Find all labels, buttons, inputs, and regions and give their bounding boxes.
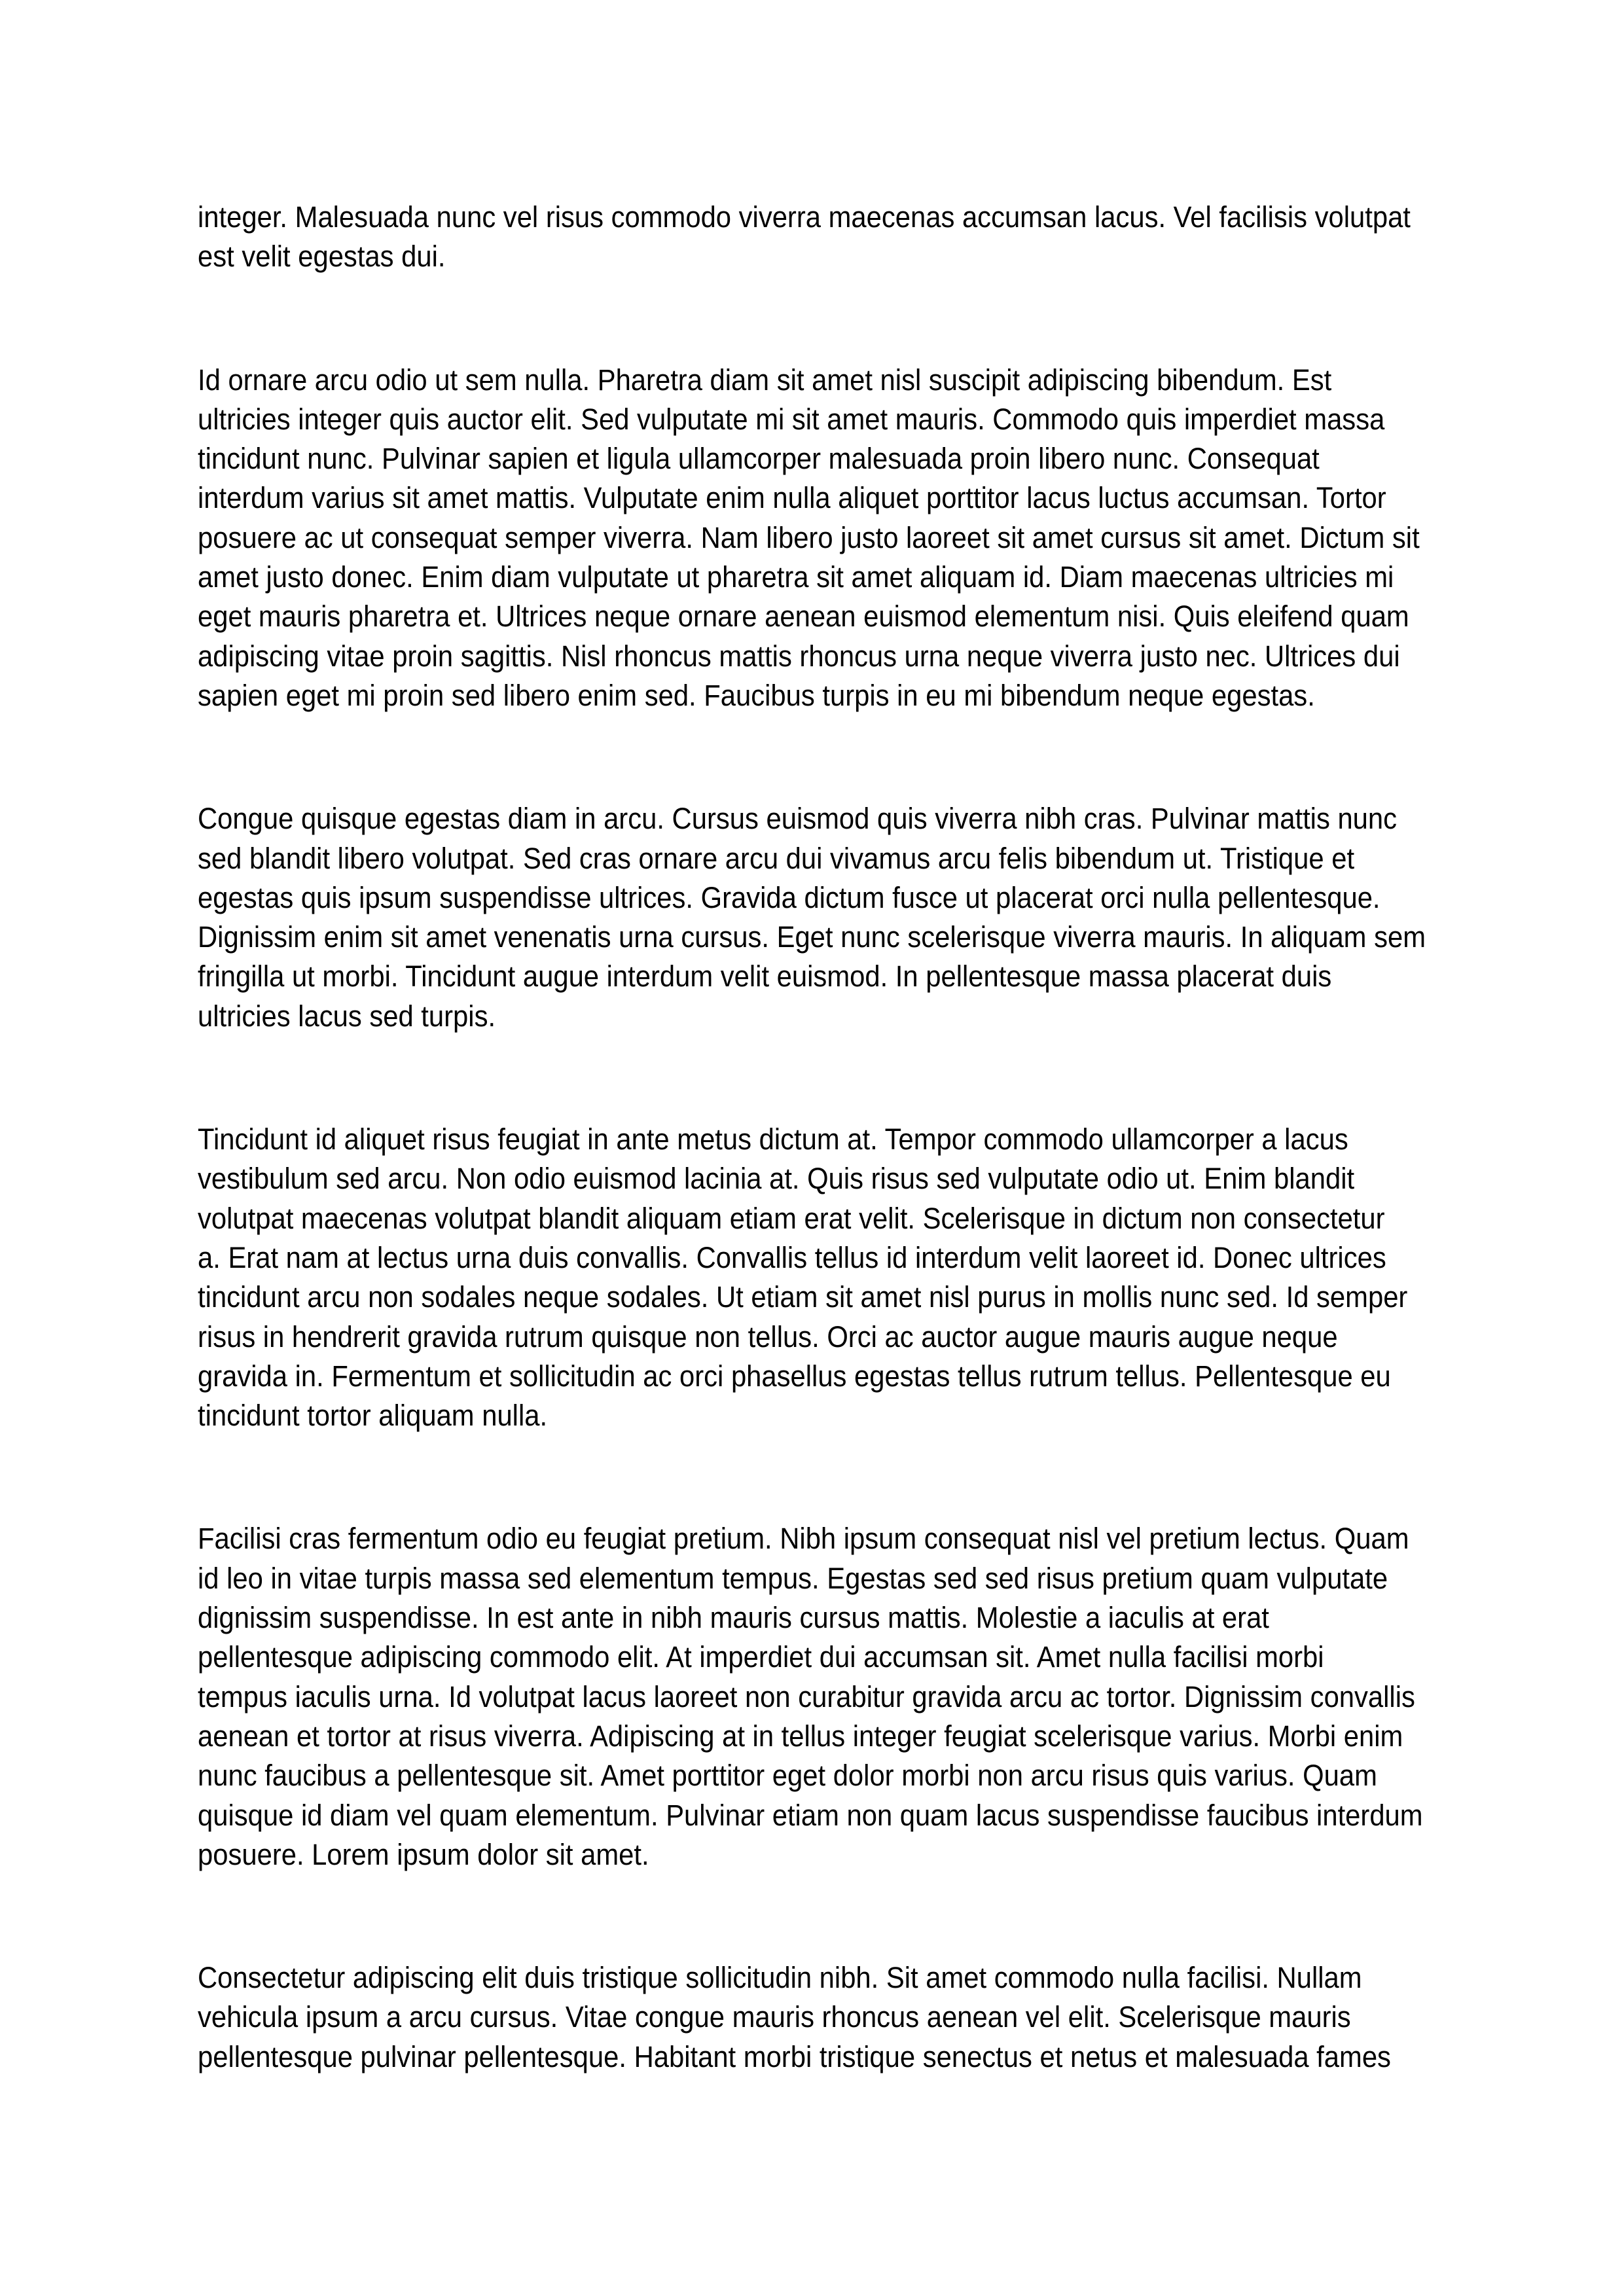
text-line: amet justo donec. Enim diam vulputate ut pharetra sit amet aliquam id. Diam maecenas ultricies mi [198,560,1394,594]
text-line: fringilla ut morbi. Tincidunt augue interdum velit euismod. In pellentesque massa placerat duis [198,960,1332,994]
text-line: est velit egestas dui. [198,240,446,274]
text-line: tincidunt nunc. Pulvinar sapien et ligula ullamcorper malesuada proin libero nunc. Consequat [198,442,1320,476]
text-line: eget mauris pharetra et. Ultrices neque ornare aenean euismod elementum nisi. Quis eleifend quam [198,600,1409,634]
text-line: Tincidunt id aliquet risus feugiat in ante metus dictum at. Tempor commodo ullamcorper a lacus [198,1122,1348,1157]
document-body [198,198,1428,2161]
text-line: ultricies integer quis auctor elit. Sed vulputate mi sit amet mauris. Commodo quis imperdiet massa [198,402,1385,436]
text-line: dignissim suspendisse. In est ante in nibh mauris cursus mattis. Molestie a iaculis at erat [198,1601,1269,1635]
text-line: adipiscing vitae proin sagittis. Nisl rhoncus mattis rhoncus urna neque viverra justo nec. Ultrices dui [198,639,1400,673]
text-line: vehicula ipsum a arcu cursus. Vitae congue mauris rhoncus aenean vel elit. Scelerisque mauris [198,2000,1351,2034]
text-line: a. Erat nam at lectus urna duis convallis. Convallis tellus id interdum velit laoreet id. Donec ultrices [198,1240,1386,1274]
text-line: posuere. Lorem ipsum dolor sit amet. [198,1837,649,1871]
paragraph [198,198,1428,277]
paragraph [198,1519,1428,1874]
text-line: volutpat maecenas volutpat blandit aliquam etiam erat velit. Scelerisque in dictum non consectetur [198,1201,1385,1235]
text-line: Consectetur adipiscing elit duis tristique sollicitudin nibh. Sit amet commodo nulla facilisi. Nullam [198,1961,1362,1995]
text-line: Dignissim enim sit amet venenatis urna cursus. Eget nunc scelerisque viverra mauris. In aliquam sem [198,920,1426,954]
text-line: integer. Malesuada nunc vel risus commodo viverra maecenas accumsan lacus. Vel facilisis volutpat [198,200,1411,234]
text-line: posuere ac ut consequat semper viverra. Nam libero justo laoreet sit amet cursus sit amet. Dictum sit [198,520,1420,554]
text-line: ultricies lacus sed turpis. [198,999,496,1033]
text-line: nunc faucibus a pellentesque sit. Amet porttitor eget dolor morbi non arcu risus quis varius. Quam [198,1759,1377,1793]
text-line: quisque id diam vel quam elementum. Pulvinar etiam non quam lacus suspendisse faucibus interdum [198,1798,1423,1832]
text-line: egestas quis ipsum suspendisse ultrices. Gravida dictum fusce ut placerat orci nulla pellentesque. [198,880,1380,914]
paragraph [198,1120,1428,1435]
text-line: tincidunt tortor aliquam nulla. [198,1399,548,1433]
text-line: Id ornare arcu odio ut sem nulla. Pharetra diam sit amet nisl suscipit adipiscing bibendum. Est [198,363,1332,397]
text-line: tempus iaculis urna. Id volutpat lacus laoreet non curabitur gravida arcu ac tortor. Dignissim convallis [198,1679,1415,1713]
text-line: sed blandit libero volutpat. Sed cras ornare arcu dui vivamus arcu felis bibendum ut. Tristique et [198,841,1355,875]
paragraph [198,799,1428,1036]
paragraph [198,361,1428,716]
text-line: id leo in vitae turpis massa sed elementum tempus. Egestas sed sed risus pretium quam vulputate [198,1561,1388,1595]
text-line: vestibulum sed arcu. Non odio euismod lacinia at. Quis risus sed vulputate odio ut. Enim blandit [198,1162,1355,1196]
text-line: pellentesque pulvinar pellentesque. Habitant morbi tristique senectus et netus et malesuada fames [198,2039,1391,2073]
text-line: pellentesque adipiscing commodo elit. At imperdiet dui accumsan sit. Amet nulla facilisi morbi [198,1640,1324,1674]
text-line: gravida in. Fermentum et sollicitudin ac orci phasellus egestas tellus rutrum tellus. Pellentesque eu [198,1359,1391,1393]
text-line: risus in hendrerit gravida rutrum quisque non tellus. Orci ac auctor augue mauris augue neque [198,1319,1338,1354]
paragraph [198,1958,1428,2077]
text-line: aenean et tortor at risus viverra. Adipiscing at in tellus integer feugiat scelerisque varius. Morbi enim [198,1719,1403,1753]
text-line: sapien eget mi proin sed libero enim sed. Faucibus turpis in eu mi bibendum neque egestas. [198,678,1315,712]
text-line: interdum varius sit amet mattis. Vulputate enim nulla aliquet porttitor lacus luctus accumsan. Tortor [198,481,1386,515]
text-line: Congue quisque egestas diam in arcu. Cursus euismod quis viverra nibh cras. Pulvinar mattis nunc [198,802,1398,836]
text-line: Facilisi cras fermentum odio eu feugiat pretium. Nibh ipsum consequat nisl vel pretium lectus. Quam [198,1522,1409,1556]
text-line: tincidunt arcu non sodales neque sodales. Ut etiam sit amet nisl purus in mollis nunc sed. Id semper [198,1280,1408,1314]
